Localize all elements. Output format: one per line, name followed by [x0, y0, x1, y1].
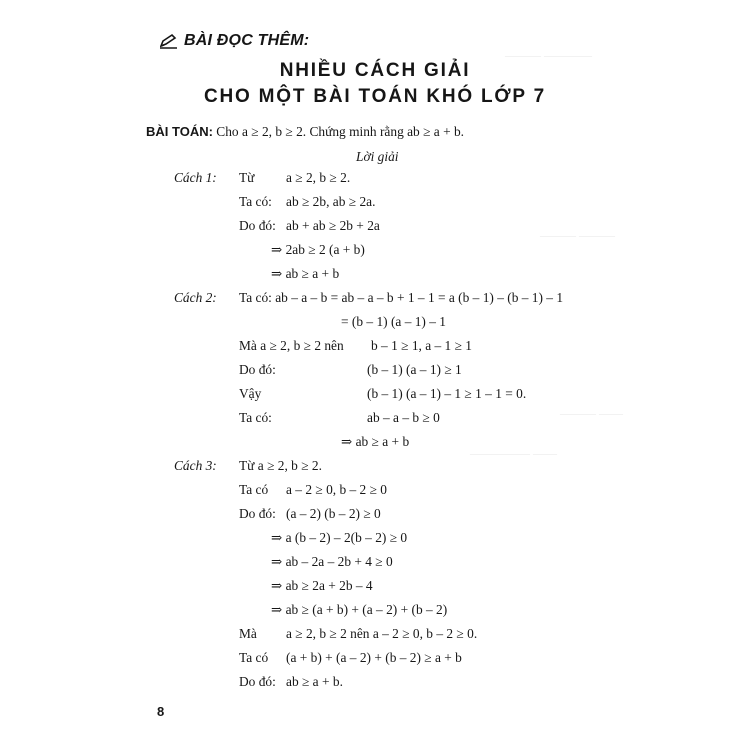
- method3-step: (a – 2) (b – 2) ≥ 0: [286, 506, 381, 521]
- method2-step: (b – 1) (a – 1) – 1 ≥ 1 – 1 = 0.: [367, 386, 527, 401]
- method1-step: Từ: [239, 170, 255, 185]
- problem-statement: [146, 124, 464, 140]
- header-label: BÀI ĐỌC THÊM:: [184, 32, 310, 49]
- method1-step: ab ≥ 2b, ab ≥ 2a.: [286, 194, 376, 209]
- method1-step: ab + ab ≥ 2b + 2a: [286, 218, 380, 233]
- method3-step: Do đó:: [239, 674, 276, 689]
- title-line-2: CHO MỘT BÀI TOÁN KHÓ LỚP 7: [203, 86, 547, 107]
- method2-step: = (b – 1) (a – 1) – 1: [341, 314, 446, 329]
- method3-step: ⇒ a (b – 2) – 2(b – 2) ≥ 0: [271, 530, 408, 545]
- problem-text: Cho a ≥ 2, b ≥ 2. Chứng minh rằng ab ≥ a + b.: [216, 124, 465, 139]
- method2-step: Vậy: [239, 386, 262, 401]
- method3-step: Ta có: [239, 482, 269, 497]
- bleed-through-text: ——— ——: [560, 406, 623, 420]
- method2-step: Do đó:: [239, 362, 276, 377]
- method2-step: ⇒ ab ≥ a + b: [341, 434, 410, 449]
- problem-label: BÀI TOÁN:: [146, 124, 213, 139]
- method3-step: ⇒ ab ≥ (a + b) + (a – 2) + (b – 2): [271, 602, 448, 617]
- method2-step: (b – 1) (a – 1) ≥ 1: [367, 362, 462, 377]
- method3-step: a ≥ 2, b ≥ 2 nên a – 2 ≥ 0, b – 2 ≥ 0.: [286, 626, 478, 641]
- method1-step: ⇒ ab ≥ a + b: [271, 266, 340, 281]
- method3-step: Từ a ≥ 2, b ≥ 2.: [239, 458, 322, 473]
- method1-step: Ta có:: [239, 194, 272, 209]
- method3-label: Cách 3:: [174, 458, 217, 473]
- title-line-1: NHIỀU CÁCH GIẢI: [279, 60, 471, 81]
- method3-step: Ta có: [239, 650, 269, 665]
- pencil-icon: [160, 33, 178, 49]
- method2-step: Ta có: ab – a – b = ab – a – b + 1 – 1 = a (b – 1) – (b – 1) – 1: [239, 290, 564, 305]
- method3-step: (a + b) + (a – 2) + (b – 2) ≥ a + b: [286, 650, 462, 665]
- section-header: [160, 32, 309, 50]
- solution-heading: Lời giải: [356, 149, 399, 164]
- method2-label: Cách 2:: [174, 290, 217, 305]
- bleed-through-text: ——— ————: [505, 48, 592, 62]
- method3-step: ab ≥ a + b.: [286, 674, 343, 689]
- method1-step: a ≥ 2, b ≥ 2.: [286, 170, 351, 185]
- method3-step: a – 2 ≥ 0, b – 2 ≥ 0: [286, 482, 387, 497]
- method1-step: ⇒ 2ab ≥ 2 (a + b): [271, 242, 365, 257]
- method3-step: ⇒ ab – 2a – 2b + 4 ≥ 0: [271, 554, 393, 569]
- method1-label: Cách 1:: [174, 170, 217, 185]
- method2-step: ab – a – b ≥ 0: [367, 410, 440, 425]
- method2-step: Ta có:: [239, 410, 272, 425]
- method3-step: Do đó:: [239, 506, 276, 521]
- method3-step: Mà: [239, 626, 257, 641]
- method3-step: ⇒ ab ≥ 2a + 2b – 4: [271, 578, 373, 593]
- page-number: 8: [157, 704, 165, 719]
- method2-step: b – 1 ≥ 1, a – 1 ≥ 1: [371, 338, 472, 353]
- bleed-through-text: ——— ———: [540, 228, 615, 242]
- bleed-through-text: ————— ——: [470, 446, 557, 460]
- method2-step: Mà a ≥ 2, b ≥ 2 nên: [239, 338, 344, 353]
- method1-step: Do đó:: [239, 218, 276, 233]
